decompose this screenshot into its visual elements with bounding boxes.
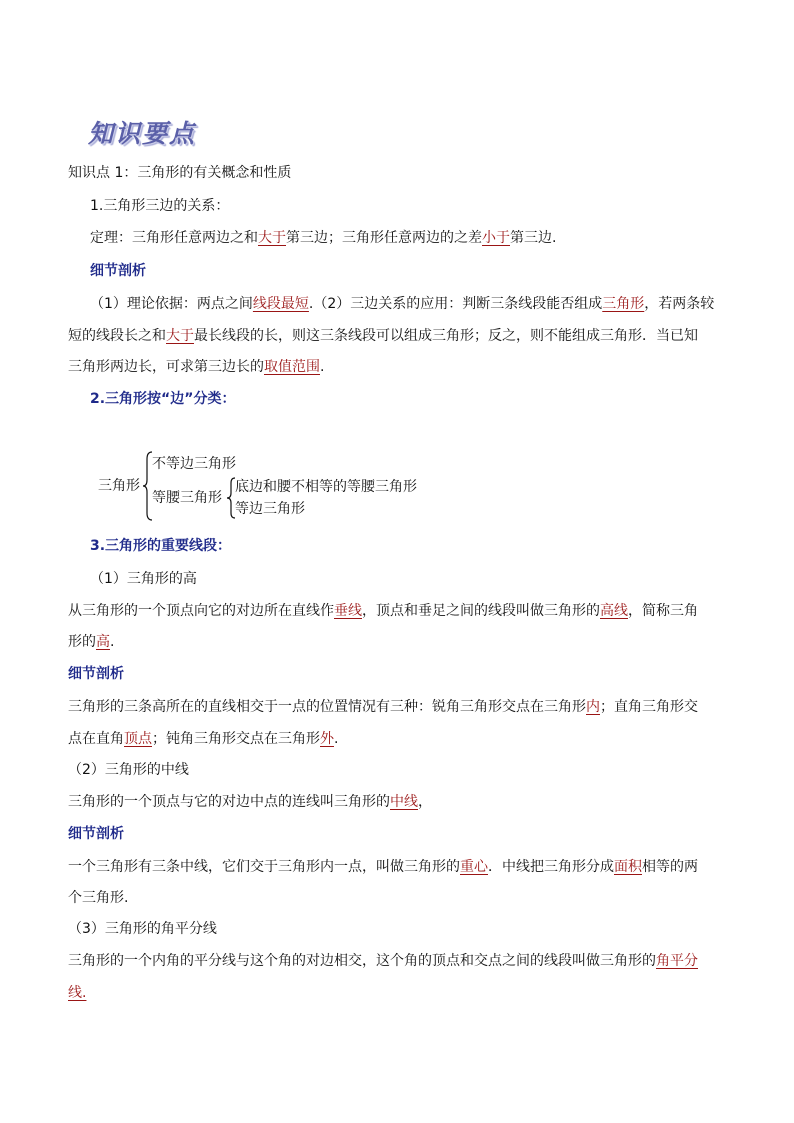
median-detail-line-1: 一个三角形有三条中线，它们交于三角形内一点，叫做三角形的重心．中线把三角形分成面积相等的两 (68, 859, 698, 875)
detail-para-1-line-3: 三角形两边长，可求第三边长的取值范围. (68, 359, 325, 375)
altitude-detail-line-2: 点在直角顶点；钝角三角形交点在三角形外. (68, 731, 339, 747)
tree-equilateral: 等边三角形 (235, 501, 305, 517)
section-2-title: 2.三角形按“边”分类： (90, 391, 236, 407)
median-title: （2）三角形的中线 (68, 762, 189, 778)
altitude-title: （1）三角形的高 (90, 571, 197, 587)
median-detail-line-2: 个三角形. (68, 890, 129, 906)
detail-label-1: 细节剖析 (90, 263, 146, 279)
section-1-title: 1.三角形三边的关系： (90, 198, 230, 214)
detail-para-1-line-1: （1）理论依据：两点之间线段最短.（2）三边关系的应用：判断三条线段能否组成三角形，若两条较 (90, 296, 715, 312)
section-logo: 知识要点 (88, 119, 197, 148)
altitude-detail-line-1: 三角形的三条高所在的直线相交于一点的位置情况有三种：锐角三角形交点在三角形内；直角三角形交 (68, 699, 698, 715)
tree-scalene: 不等边三角形 (152, 456, 236, 472)
tree-root: 三角形 (98, 478, 140, 494)
theorem-line: 定理：三角形任意两边之和大于第三边；三角形任意两边的之差小于第三边. (90, 230, 557, 246)
detail-label-3: 细节剖析 (68, 826, 124, 842)
tree-isosceles: 等腰三角形 (152, 490, 222, 506)
tree-isosceles-non-equilateral: 底边和腰不相等的等腰三角形 (235, 479, 417, 495)
section-3-title: 3.三角形的重要线段： (90, 538, 232, 554)
bisector-title: （3）三角形的角平分线 (68, 921, 217, 937)
altitude-para-line-1: 从三角形的一个顶点向它的对边所在直线作垂线，顶点和垂足之间的线段叫做三角形的高线，简称三角 (68, 603, 698, 619)
altitude-para-line-2: 形的高. (68, 634, 115, 650)
bisector-para-line-2: 线. (68, 985, 87, 1001)
bisector-para-line-1: 三角形的一个内角的平分线与这个角的对边相交，这个角的顶点和交点之间的线段叫做三角形的角平分 (68, 953, 698, 969)
detail-para-1-line-2: 短的线段长之和大于最长线段的长，则这三条线段可以组成三角形；反之，则不能组成三角形．当已知 (68, 328, 698, 344)
knowledge-point-heading: 知识点 1：三角形的有关概念和性质 (68, 165, 292, 181)
median-para: 三角形的一个顶点与它的对边中点的连线叫三角形的中线， (68, 794, 432, 810)
detail-label-2: 细节剖析 (68, 666, 124, 682)
